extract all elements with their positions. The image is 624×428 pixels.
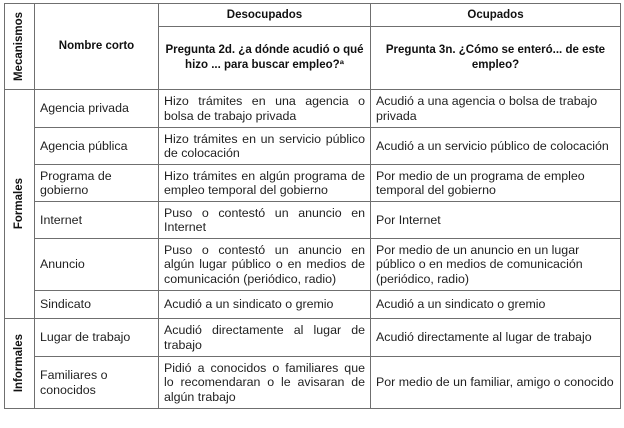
row-ocupados: Por medio de un familiar, amigo o conocido bbox=[371, 357, 621, 409]
row-ocupados: Por medio de un programa de empleo temporal del gobierno bbox=[371, 165, 621, 202]
row-name: Programa de gobierno bbox=[35, 165, 159, 202]
row-ocupados: Por Internet bbox=[371, 202, 621, 239]
row-name: Internet bbox=[35, 202, 159, 239]
table-row bbox=[5, 90, 621, 128]
informales-group bbox=[5, 319, 35, 409]
row-name: Familiares o conocidos bbox=[35, 357, 159, 409]
row-name: Lugar de trabajo bbox=[35, 319, 159, 357]
table-row bbox=[5, 357, 621, 409]
table-row bbox=[5, 291, 621, 319]
ocupados-header: Ocupados bbox=[371, 4, 621, 27]
row-ocupados: Por medio de un anuncio en un lugar público o en medios de comunicación (periódico, radio) bbox=[371, 239, 621, 291]
row-desocupados: Puso o contestó un anuncio en algún lugar público o en medios de comunicación (periódico, radio) bbox=[159, 239, 371, 291]
row-name: Anuncio bbox=[35, 239, 159, 291]
table-row bbox=[5, 319, 621, 357]
row-name: Sindicato bbox=[35, 291, 159, 319]
row-ocupados: Acudió a un sindicato o gremio bbox=[371, 291, 621, 319]
formales-group bbox=[5, 90, 35, 319]
desocupados-header: Desocupados bbox=[159, 4, 371, 27]
pregunta-ocupados-header: Pregunta 3n. ¿Cómo se enteró... de este empleo? bbox=[371, 27, 621, 90]
table-row bbox=[5, 128, 621, 165]
row-desocupados: Puso o contestó un anuncio en Internet bbox=[159, 202, 371, 239]
row-desocupados: Hizo trámites en una agencia o bolsa de trabajo privada bbox=[159, 90, 371, 128]
mecanismos-header-label: Mecanismos bbox=[13, 11, 25, 82]
row-desocupados: Hizo trámites en algún programa de empleo temporal del gobierno bbox=[159, 165, 371, 202]
row-ocupados: Acudió a un servicio público de colocación bbox=[371, 128, 621, 165]
row-desocupados: Acudió directamente al lugar de trabajo bbox=[159, 319, 371, 357]
pregunta-desocupados-header: Pregunta 2d. ¿a dónde acudió o qué hizo ... para buscar empleo?ª bbox=[159, 27, 371, 90]
table-row bbox=[5, 239, 621, 291]
table-row bbox=[5, 202, 621, 239]
row-ocupados: Acudió directamente al lugar de trabajo bbox=[371, 319, 621, 357]
row-name: Agencia pública bbox=[35, 128, 159, 165]
row-desocupados: Pidió a conocidos o familiares que lo recomendaran o le avisaran de algún trabajo bbox=[159, 357, 371, 409]
table-row bbox=[5, 165, 621, 202]
nombre-corto-header: Nombre corto bbox=[35, 4, 159, 90]
informales-label: Informales bbox=[13, 334, 26, 393]
row-desocupados: Acudió a un sindicato o gremio bbox=[159, 291, 371, 319]
job-search-mechanisms-table bbox=[4, 3, 621, 409]
row-desocupados: Hizo trámites en un servicio público de colocación bbox=[159, 128, 371, 165]
formales-label: Formales bbox=[13, 178, 26, 230]
row-ocupados: Acudió a una agencia o bolsa de trabajo privada bbox=[371, 90, 621, 128]
header-row bbox=[5, 4, 621, 27]
row-name: Agencia privada bbox=[35, 90, 159, 128]
mecanismos-header bbox=[5, 4, 35, 90]
